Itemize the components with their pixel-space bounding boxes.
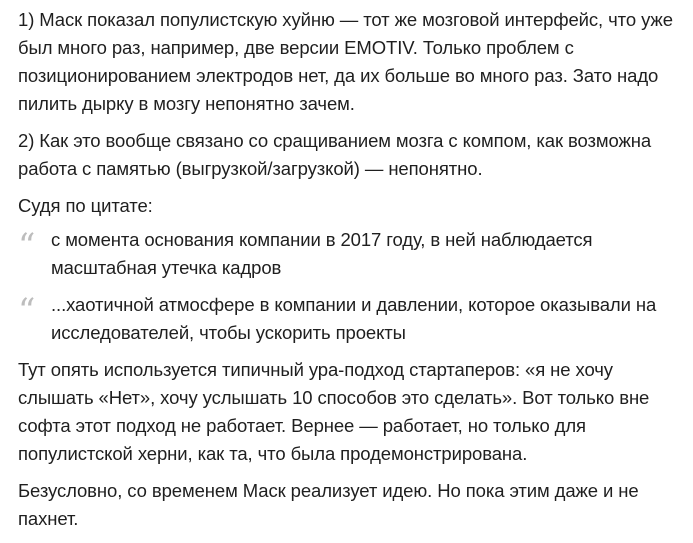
paragraph: Безусловно, со временем Маск реализует идею. Но пока этим даже и не пахнет.: [18, 480, 639, 529]
blockquote: [18, 291, 675, 347]
quote-text: с момента основания компании в 2017 году, в ней наблюдается масштабная утечка кадров: [51, 229, 593, 278]
quote-lead: Судя по цитате:: [18, 195, 153, 216]
paragraph: 1) Маск показал популистскую хуйню — тот же мозговой интерфейс, что уже был много раз, например, две версии EMOTIV. Только проблем с позиционированием электродов нет, да их больше во много раз. Зато надо пилить дырку в мозгу непонятно зачем.: [18, 9, 673, 114]
blockquote: [18, 226, 675, 282]
paragraph: 2) Как это вообще связано со сращиванием мозга с компом, как возможна работа с памятью (выгрузкой/загрузкой) — непонятно.: [18, 130, 652, 179]
quote-icon: “: [18, 291, 36, 331]
quote-text: ...хаотичной атмосфере в компании и давлении, которое оказывали на исследователей, чтобы ускорить проекты: [51, 294, 657, 343]
quote-icon: “: [18, 226, 36, 266]
paragraph: Тут опять используется типичный ура-подход стартаперов: «я не хочу слышать «Нет», хочу услышать 10 способов это сделать». Вот только вне софта этот подход не работает. Вернее — работает, но только для популистской херни, как та, что была продемонстрирована.: [18, 359, 650, 464]
